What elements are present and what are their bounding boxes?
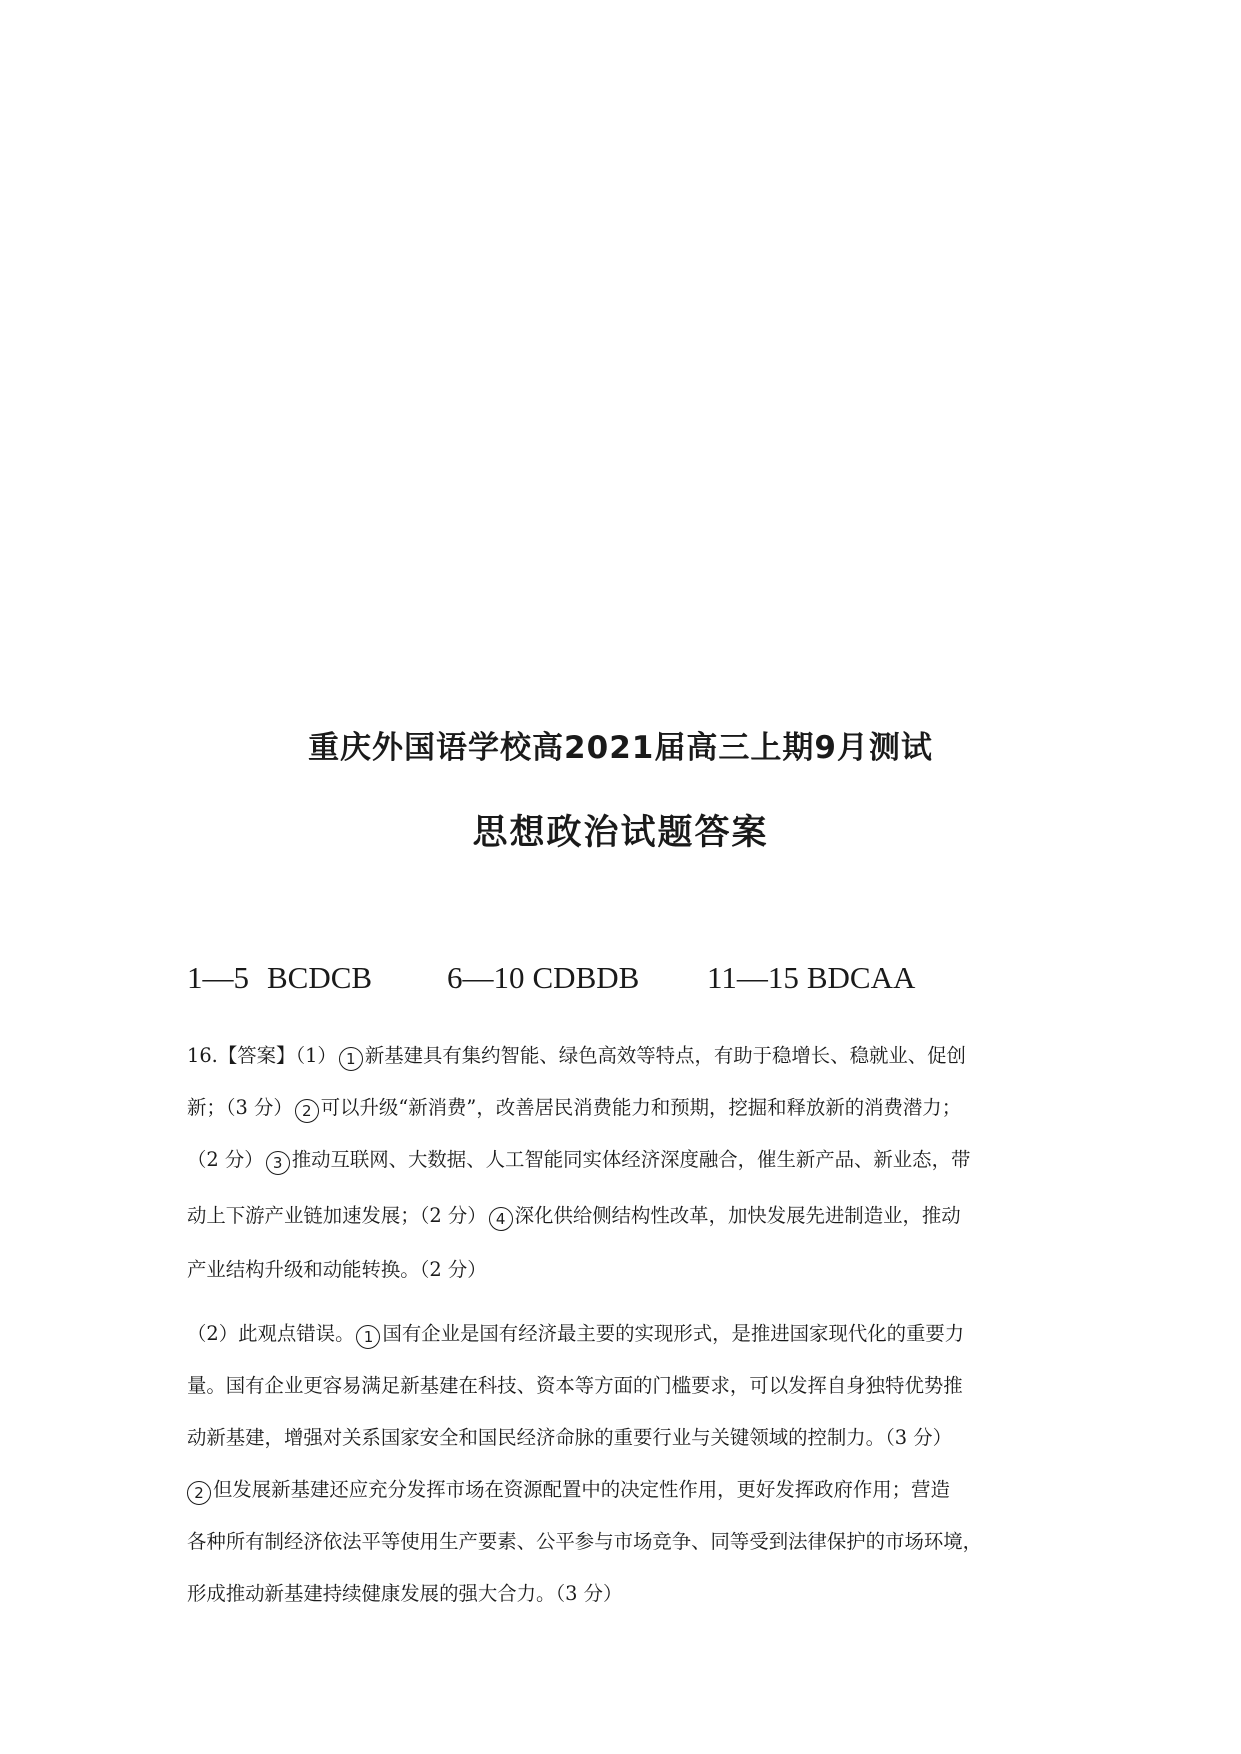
q16-part1 bbox=[187, 1040, 1052, 1290]
answer-text: 国有企业是国有经济最主要的实现形式，是推进国家现代化的重要力 bbox=[382, 1322, 965, 1345]
answer-text: 动新基建，增强对关系国家安全和国民经济命脉的重要行业与关键领域的控制力。（3 分） bbox=[187, 1426, 953, 1449]
answer-text: 形成推动新基建持续健康发展的强大合力。（3 分） bbox=[187, 1582, 623, 1605]
document-title: 重庆外国语学校高2021届高三上期9月测试 bbox=[308, 730, 933, 766]
answer-line bbox=[187, 1040, 966, 1071]
mcq-answers: BDCAA bbox=[806, 960, 916, 995]
answer-text: 各种所有制经济依法平等使用生产要素、公平参与市场竞争、同等受到法律保护的市场环境， bbox=[187, 1530, 983, 1553]
answer-line bbox=[187, 1318, 964, 1349]
answer-line bbox=[187, 1526, 982, 1554]
answer-text: 产业结构升级和动能转换。（2 分） bbox=[187, 1258, 487, 1281]
answer-line bbox=[187, 1422, 952, 1450]
mcq-answers: CDBDB bbox=[532, 960, 640, 995]
circled-number-4: 4 bbox=[489, 1207, 513, 1231]
answer-text: （2）此观点错误。 bbox=[187, 1322, 355, 1345]
answer-line bbox=[187, 1254, 487, 1282]
answer-line bbox=[187, 1144, 970, 1175]
answer-text: 量。国有企业更容易满足新基建在科技、资本等方面的门槛要求，可以发挥自身独特优势推 bbox=[187, 1374, 963, 1397]
circled-number-3: 3 bbox=[266, 1151, 290, 1175]
answer-line bbox=[187, 1092, 961, 1123]
answer-text: 深化供给侧结构性改革，加快发展先进制造业，推动 bbox=[514, 1204, 961, 1227]
answer-text: 可以升级“新消费”，改善居民消费能力和预期，挖掘和释放新的消费潜力； bbox=[320, 1096, 962, 1119]
q16-part2 bbox=[187, 1318, 1052, 1638]
answer-text: 新；（3 分） bbox=[187, 1096, 293, 1119]
answer-line bbox=[187, 1370, 963, 1398]
mcq-range: 11—15 bbox=[707, 960, 799, 995]
answer-text: 新基建具有集约智能、绿色高效等特点，有助于稳增长、稳就业、促创 bbox=[364, 1044, 966, 1067]
circled-number-2: 2 bbox=[187, 1481, 211, 1505]
answer-text: （2 分） bbox=[187, 1148, 264, 1171]
multiple-choice-answers bbox=[187, 960, 1087, 1000]
circled-number-1: 1 bbox=[339, 1047, 363, 1071]
mcq-range: 1—5 bbox=[187, 960, 249, 995]
answer-line bbox=[187, 1578, 622, 1606]
mcq-range: 6—10 bbox=[447, 960, 525, 995]
answer-text: 动上下游产业链加速发展；（2 分） bbox=[187, 1204, 487, 1227]
mcq-group bbox=[707, 960, 915, 996]
q16-label: 16.【答案】（1） bbox=[187, 1044, 337, 1067]
answer-text: 但发展新基建还应充分发挥市场在资源配置中的决定性作用，更好发挥政府作用；营造 bbox=[213, 1478, 950, 1501]
answer-line bbox=[187, 1474, 950, 1505]
mcq-answers: BCDCB bbox=[267, 960, 373, 995]
circled-number-1: 1 bbox=[356, 1325, 380, 1349]
answer-text: 推动互联网、大数据、人工智能同实体经济深度融合，催生新产品、新业态，带 bbox=[291, 1148, 971, 1171]
mcq-group bbox=[187, 960, 372, 996]
document-subtitle: 思想政治试题答案 bbox=[472, 813, 769, 853]
answer-line bbox=[187, 1200, 961, 1231]
mcq-group bbox=[447, 960, 639, 996]
circled-number-2: 2 bbox=[295, 1099, 319, 1123]
